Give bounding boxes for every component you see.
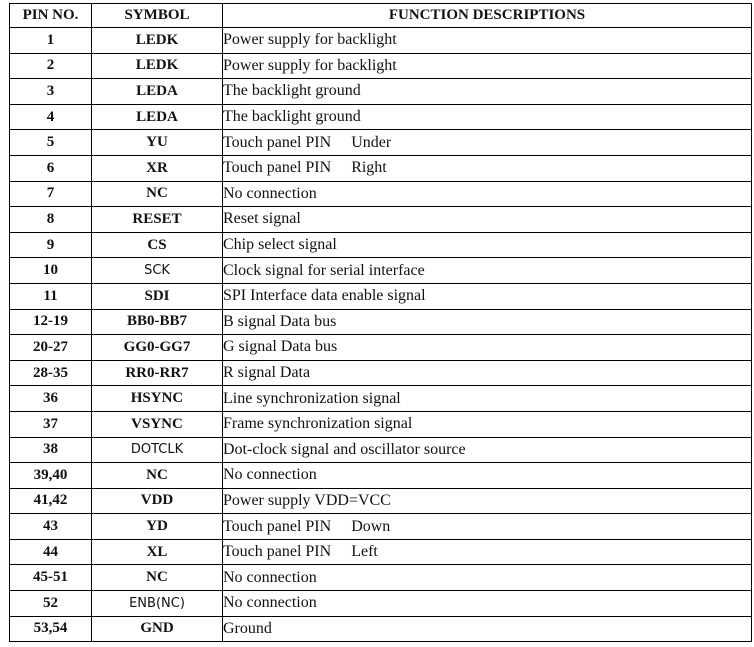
pin-number-cell: 38	[10, 437, 92, 463]
pin-number-cell: 6	[10, 155, 92, 181]
symbol-cell: YD	[92, 514, 223, 540]
symbol-cell: RR0-RR7	[92, 360, 223, 386]
symbol-cell: VSYNC	[92, 411, 223, 437]
symbol-cell: HSYNC	[92, 386, 223, 412]
function-description-cell: Power supply VDD=VCC	[223, 488, 752, 514]
symbol-cell: CS	[92, 232, 223, 258]
table-row	[10, 258, 752, 284]
function-description-cell: Reset signal	[223, 207, 752, 233]
symbol-cell: XR	[92, 155, 223, 181]
symbol-cell: XL	[92, 539, 223, 565]
symbol-cell: LEDK	[92, 28, 223, 54]
header-function-descriptions: FUNCTION DESCRIPTIONS	[223, 4, 752, 28]
table-row	[10, 232, 752, 258]
pin-number-cell: 9	[10, 232, 92, 258]
header-pin-no: PIN NO.	[10, 4, 92, 28]
table-row	[10, 28, 752, 54]
symbol-cell: BB0-BB7	[92, 309, 223, 335]
table-row	[10, 360, 752, 386]
symbol-cell: GND	[92, 616, 223, 642]
symbol-cell: ENB(NC)	[92, 591, 223, 617]
header-row	[10, 4, 752, 28]
pin-number-cell: 36	[10, 386, 92, 412]
pin-number-cell: 11	[10, 283, 92, 309]
function-description-cell: No connection	[223, 565, 752, 591]
function-description-cell: R signal Data	[223, 360, 752, 386]
pin-table	[9, 3, 752, 642]
symbol-cell: NC	[92, 181, 223, 207]
function-description-cell: Power supply for backlight	[223, 28, 752, 54]
pin-number-cell: 52	[10, 591, 92, 617]
table-row	[10, 514, 752, 540]
function-description-cell: Line synchronization signal	[223, 386, 752, 412]
pin-number-cell: 12-19	[10, 309, 92, 335]
table-row	[10, 283, 752, 309]
function-description-cell: B signal Data bus	[223, 309, 752, 335]
pin-number-cell: 20-27	[10, 335, 92, 361]
table-row	[10, 463, 752, 489]
table-row	[10, 104, 752, 130]
symbol-cell: SCK	[92, 258, 223, 284]
function-description-cell: The backlight ground	[223, 104, 752, 130]
pin-number-cell: 43	[10, 514, 92, 540]
function-description-cell: No connection	[223, 591, 752, 617]
function-description-cell: G signal Data bus	[223, 335, 752, 361]
symbol-cell: NC	[92, 463, 223, 489]
pin-number-cell: 39,40	[10, 463, 92, 489]
table-row	[10, 386, 752, 412]
pin-number-cell: 41,42	[10, 488, 92, 514]
table-row	[10, 616, 752, 642]
table-row	[10, 488, 752, 514]
table-row	[10, 130, 752, 156]
function-description-cell: Touch panel PIN Right	[223, 155, 752, 181]
table-row	[10, 565, 752, 591]
function-description-cell: Frame synchronization signal	[223, 411, 752, 437]
function-description-cell: No connection	[223, 181, 752, 207]
function-description-cell: Ground	[223, 616, 752, 642]
function-description-cell: No connection	[223, 463, 752, 489]
function-description-cell: Touch panel PIN Under	[223, 130, 752, 156]
function-description-cell: Power supply for backlight	[223, 53, 752, 79]
symbol-cell: LEDA	[92, 104, 223, 130]
function-description-cell: SPI Interface data enable signal	[223, 283, 752, 309]
table-row	[10, 53, 752, 79]
pin-number-cell: 45-51	[10, 565, 92, 591]
table-row	[10, 335, 752, 361]
table-row	[10, 79, 752, 105]
function-description-cell: Touch panel PIN Down	[223, 514, 752, 540]
symbol-cell: RESET	[92, 207, 223, 233]
pin-number-cell: 7	[10, 181, 92, 207]
symbol-cell: VDD	[92, 488, 223, 514]
pin-number-cell: 37	[10, 411, 92, 437]
function-description-cell: The backlight ground	[223, 79, 752, 105]
symbol-cell: GG0-GG7	[92, 335, 223, 361]
pin-number-cell: 2	[10, 53, 92, 79]
table-row	[10, 539, 752, 565]
symbol-cell: YU	[92, 130, 223, 156]
function-description-cell: Chip select signal	[223, 232, 752, 258]
table-row	[10, 437, 752, 463]
header-symbol: SYMBOL	[92, 4, 223, 28]
function-description-cell: Clock signal for serial interface	[223, 258, 752, 284]
table-row	[10, 207, 752, 233]
pin-number-cell: 28-35	[10, 360, 92, 386]
pin-number-cell: 1	[10, 28, 92, 54]
table-row	[10, 181, 752, 207]
pin-number-cell: 53,54	[10, 616, 92, 642]
pin-number-cell: 5	[10, 130, 92, 156]
pin-number-cell: 4	[10, 104, 92, 130]
function-description-cell: Touch panel PIN Left	[223, 539, 752, 565]
table-row	[10, 309, 752, 335]
table-row	[10, 591, 752, 617]
pin-number-cell: 3	[10, 79, 92, 105]
pin-number-cell: 44	[10, 539, 92, 565]
table-row	[10, 155, 752, 181]
symbol-cell: NC	[92, 565, 223, 591]
pin-number-cell: 8	[10, 207, 92, 233]
pin-number-cell: 10	[10, 258, 92, 284]
symbol-cell: DOTCLK	[92, 437, 223, 463]
symbol-cell: LEDK	[92, 53, 223, 79]
table-row	[10, 411, 752, 437]
function-description-cell: Dot-clock signal and oscillator source	[223, 437, 752, 463]
symbol-cell: LEDA	[92, 79, 223, 105]
symbol-cell: SDI	[92, 283, 223, 309]
